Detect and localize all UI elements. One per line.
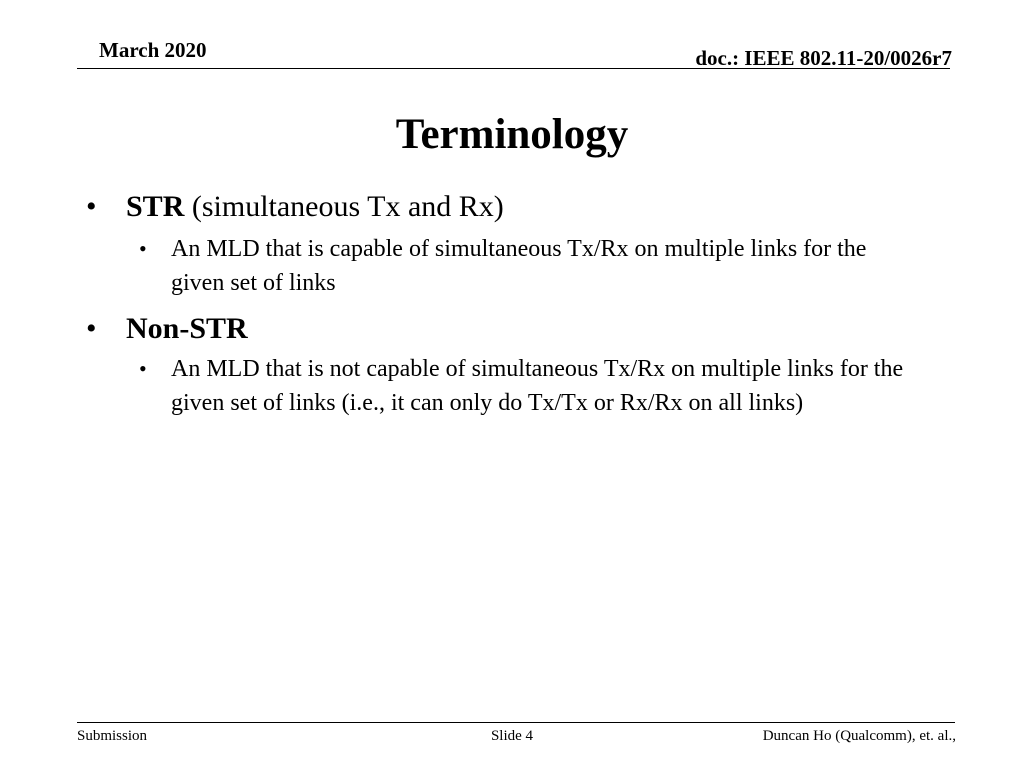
sub-bullet-non-str [0, 352, 1024, 420]
footer-author: Duncan Ho (Qualcomm), et. al., [762, 728, 956, 744]
footer-submission: Submission [77, 728, 148, 744]
slide-content [0, 188, 1024, 420]
bullet-str [0, 188, 1024, 226]
sub-bullet-str [0, 232, 1024, 300]
slide-title: Terminology [395, 111, 629, 158]
bullet-marker: • [86, 312, 97, 345]
sub-bullet-non-str-text: An MLD that is not capable of simultaneous Tx/Rx on multiple links for the given set of links (i.e., it can only do Tx/Tx or Rx/Rx on all links) [171, 356, 904, 416]
header-rule [77, 68, 950, 69]
bullet-str-gloss: (simultaneous Tx and Rx) [184, 190, 504, 223]
bullet-non-str [0, 310, 1024, 348]
header-date: March 2020 [99, 38, 207, 62]
bullet-marker: • [139, 356, 147, 381]
bullet-marker: • [139, 236, 147, 261]
bullet-str-term: STR [126, 190, 185, 223]
footer-slide-number: Slide 4 [490, 728, 534, 744]
footer-rule [77, 722, 955, 723]
bullet-non-str-term: Non-STR [126, 312, 248, 345]
header-doc-id: doc.: IEEE 802.11-20/0026r7 [695, 46, 952, 70]
bullet-marker: • [86, 190, 97, 223]
sub-bullet-str-text: An MLD that is capable of simultaneous Tx/Rx on multiple links for the given set of links [171, 236, 867, 296]
